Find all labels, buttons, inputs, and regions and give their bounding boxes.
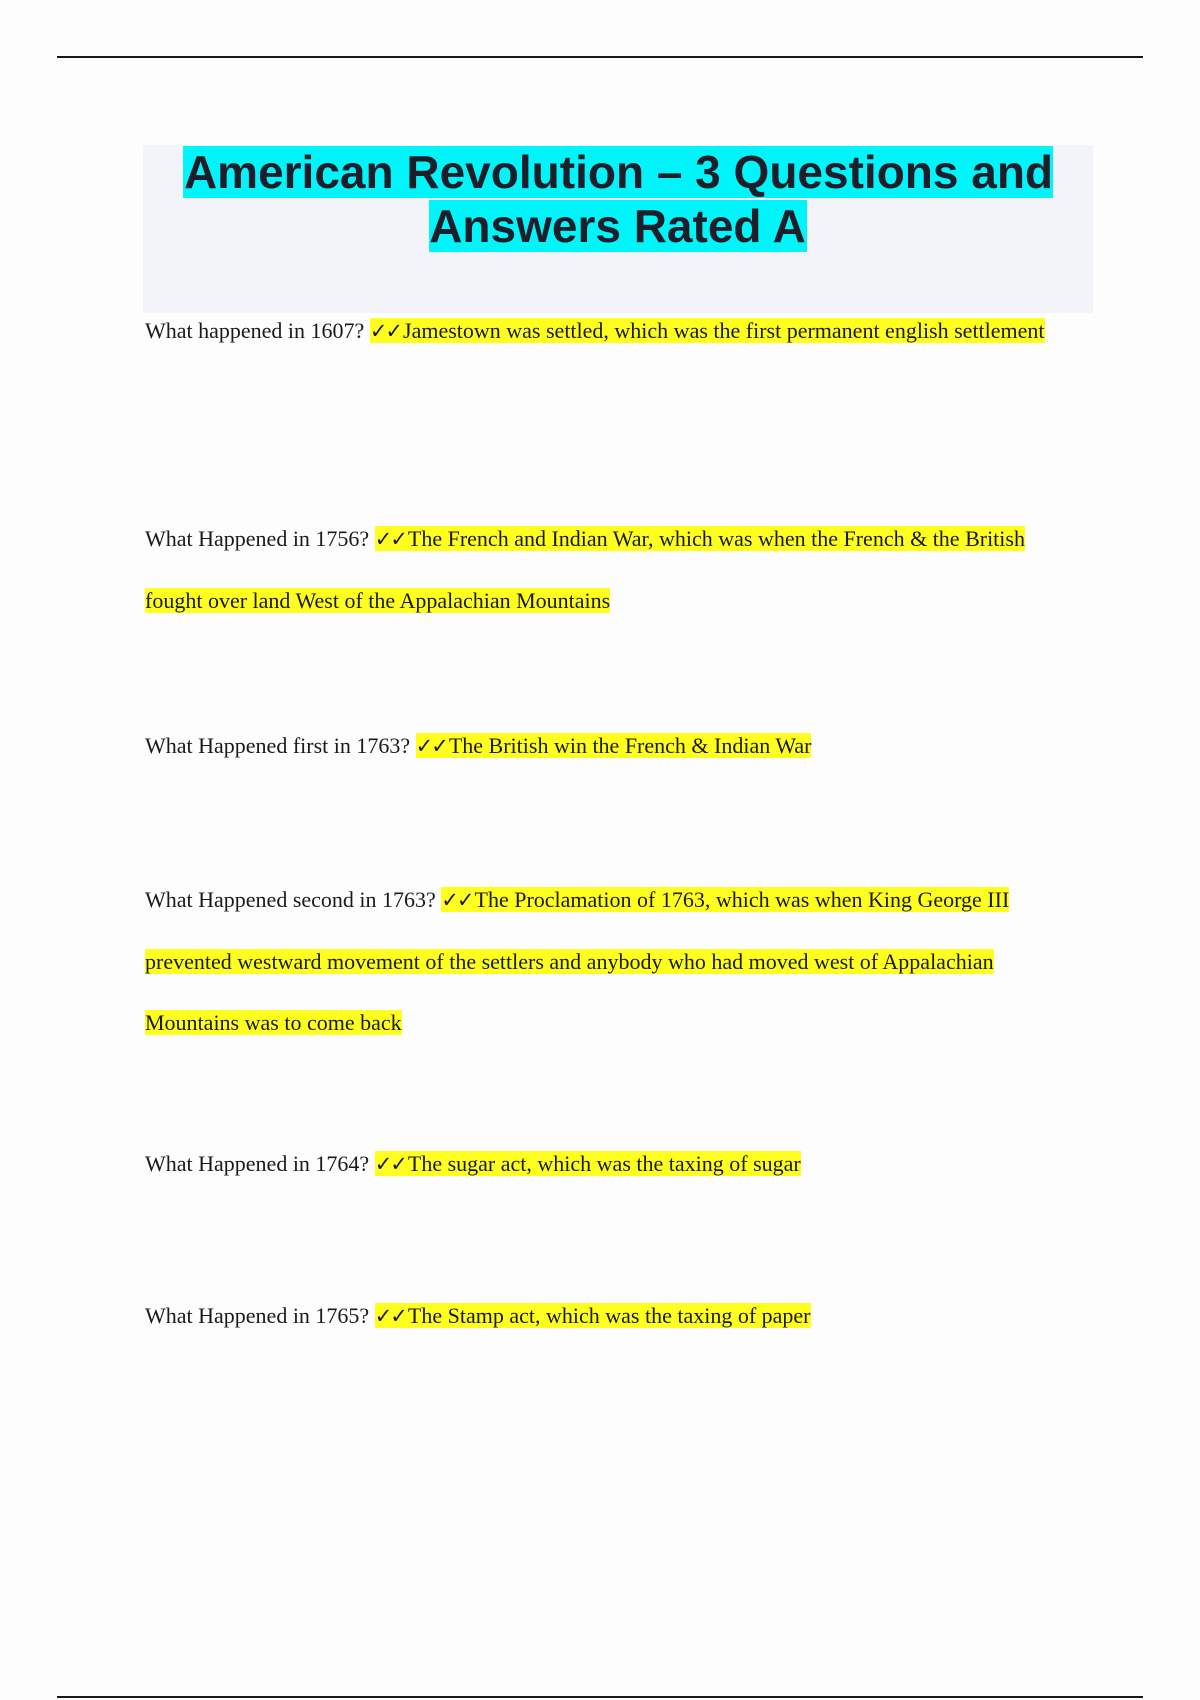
answer-highlight <box>375 1151 801 1176</box>
answer-highlight <box>370 318 1045 343</box>
qa-item <box>145 300 1075 362</box>
question-text: What Happened in 1765? <box>145 1303 370 1328</box>
answer-text: The British win the French & Indian War <box>448 733 812 758</box>
question-text: What Happened first in 1763? <box>145 733 411 758</box>
qa-item <box>145 508 1075 631</box>
qa-item <box>145 1133 1075 1195</box>
answer-highlight <box>416 733 812 758</box>
question-text: What happened in 1607? <box>145 318 365 343</box>
answer-highlight <box>375 1303 811 1328</box>
qa-item <box>145 869 1075 1053</box>
double-check-icon: ✓✓ <box>374 1152 406 1176</box>
double-check-icon: ✓✓ <box>415 734 447 758</box>
answer-text: Jamestown was settled, which was the first permanent english settlement <box>403 318 1045 343</box>
double-check-icon: ✓✓ <box>374 1304 406 1328</box>
double-check-icon: ✓✓ <box>374 527 406 551</box>
title-text: American Revolution – 3 Questions and Answers Rated A <box>183 146 1054 252</box>
question-text: What Happened in 1764? <box>145 1151 370 1176</box>
answer-text: The Proclamation of 1763, which was when King George III prevented westward movement of the settlers and anybody who had moved west of Appalachian Mountains was to come back <box>145 887 1010 1035</box>
double-check-icon: ✓✓ <box>369 319 402 343</box>
double-check-icon: ✓✓ <box>441 888 473 912</box>
answer-text: The French and Indian War, which was when the French & the British fought over land West of the Appalachian Mountains <box>145 526 1025 613</box>
question-text: What Happened second in 1763? <box>145 887 436 912</box>
answer-text: The sugar act, which was the taxing of sugar <box>407 1151 801 1176</box>
answer-text: The Stamp act, which was the taxing of paper <box>407 1303 811 1328</box>
top-rule <box>57 56 1143 58</box>
question-text: What Happened in 1756? <box>145 526 370 551</box>
qa-item <box>145 715 1075 777</box>
qa-item <box>145 1285 1075 1347</box>
document-title <box>143 145 1093 253</box>
bottom-rule <box>57 1696 1143 1698</box>
